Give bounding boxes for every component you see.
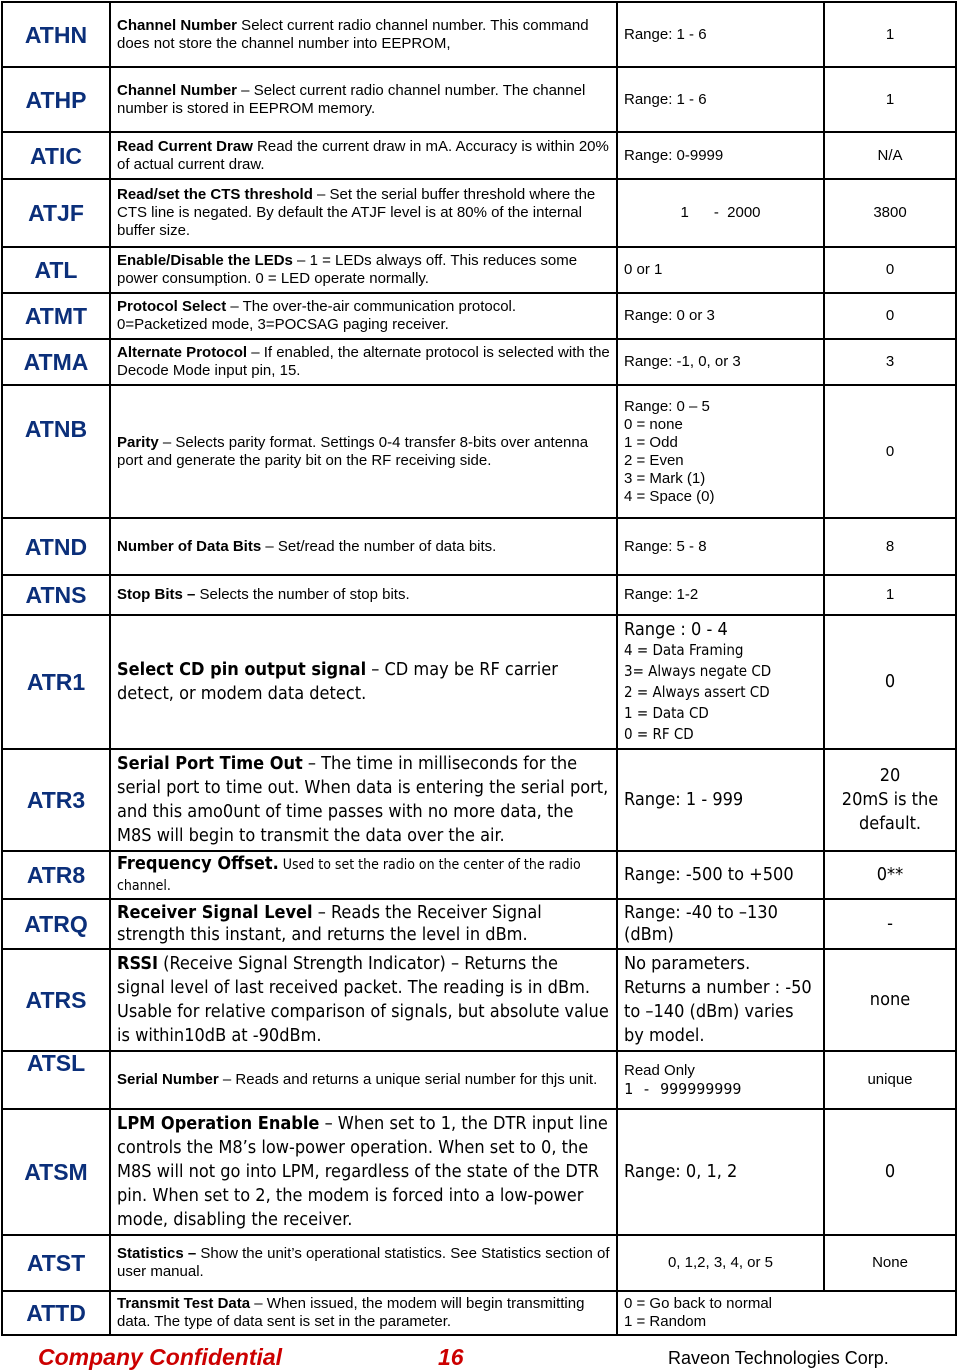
description-cell: Number of Data Bits – Set/read the number of data bits.: [110, 518, 617, 575]
description-cell: Read/set the CTS threshold – Set the serial buffer threshold where the CTS line is negated. By default the ATJF level is at 80% of the internal buffer size.: [110, 179, 617, 247]
table-row: [2, 1051, 956, 1109]
description-cell: Receiver Signal Level – Reads the Receiver Signal strength this instant, and returns the level in dBm.: [110, 899, 617, 949]
range-cell: Range: 1 - 6: [617, 67, 824, 132]
command-cell: ATJF: [2, 179, 110, 247]
table-row: [2, 899, 956, 949]
command-cell: ATSL: [2, 1051, 110, 1109]
range-cell: Range: 5 - 8: [617, 518, 824, 575]
description-cell: Transmit Test Data – When issued, the modem will begin transmitting data. The type of data sent is set in the parameter.: [110, 1291, 617, 1335]
table-row: [2, 949, 956, 1051]
command-cell: ATNB: [2, 385, 110, 518]
range-cell: Range: -1, 0, or 3: [617, 339, 824, 385]
description-cell: Channel Number – Select current radio channel number. The channel number is stored in EEPROM memory.: [110, 67, 617, 132]
command-cell: ATR8: [2, 851, 110, 899]
description-cell: LPM Operation Enable – When set to 1, the DTR input line controls the M8’s low-power operation. When set to 0, the M8S will not go into LPM, regardless of the state of the DTR pin. When set to 2, the modem is forced into a low-power mode, disabling the receiver.: [110, 1109, 617, 1235]
default-cell: none: [824, 949, 956, 1051]
table-row: [2, 2, 956, 67]
command-cell: ATSM: [2, 1109, 110, 1235]
default-cell: 8: [824, 518, 956, 575]
range-cell: Range : 0 - 4 4 = Data Framing 3= Always negate CD 2 = Always assert CD 1 = Data CD 0 = RF CD: [617, 615, 824, 749]
range-cell: No parameters. Returns a number : -50 to –140 (dBm) varies by model.: [617, 949, 824, 1051]
table-row: [2, 749, 956, 851]
default-cell: 0: [824, 247, 956, 293]
default-cell: 0: [824, 615, 956, 749]
command-cell: ATL: [2, 247, 110, 293]
description-cell: Enable/Disable the LEDs – 1 = LEDs always off. This reduces some power consumption. 0 = LED operate normally.: [110, 247, 617, 293]
table-row: [2, 293, 956, 339]
command-cell: ATMT: [2, 293, 110, 339]
command-cell: ATHN: [2, 2, 110, 67]
command-table: [1, 1, 957, 1336]
description-cell: Serial Port Time Out – The time in milliseconds for the serial port to time out. When data is entering the serial port, and this amo0unt of time passes with no more data, the M8S will begin to transmit the data over the air.: [110, 749, 617, 851]
description-cell: Statistics – Show the unit’s operational statistics. See Statistics section of user manual.: [110, 1235, 617, 1291]
table-row: [2, 339, 956, 385]
range-cell: Range: -500 to +500: [617, 851, 824, 899]
table-row: [2, 1291, 956, 1335]
default-cell: -: [824, 899, 956, 949]
confidential-label: Company Confidential: [38, 1344, 283, 1370]
table-row: [2, 1109, 956, 1235]
range-cell: 0 or 1: [617, 247, 824, 293]
default-cell: None: [824, 1235, 956, 1291]
description-cell: RSSI (Receive Signal Strength Indicator) – Returns the signal level of last received packet. The reading is in dBm. Usable for relative comparison of signals, but absolute value is within10dB at -90dBm.: [110, 949, 617, 1051]
table-row: [2, 247, 956, 293]
page-footer: [0, 1340, 958, 1371]
range-cell: Range: -40 to –130 (dBm): [617, 899, 824, 949]
description-cell: Channel Number Select current radio channel number. This command does not store the channel number into EEPROM,: [110, 2, 617, 67]
default-cell: [824, 1291, 956, 1335]
table-row: [2, 851, 956, 899]
description-cell: Parity – Selects parity format. Settings 0-4 transfer 8-bits over antenna port and generate the parity bit on the RF receiving side.: [110, 385, 617, 518]
description-cell: Serial Number – Reads and returns a unique serial number for thjs unit.: [110, 1051, 617, 1109]
command-cell: ATR3: [2, 749, 110, 851]
page-number: 16: [438, 1344, 464, 1370]
range-cell: Range: 1 - 999: [617, 749, 824, 851]
description-cell: Alternate Protocol – If enabled, the alternate protocol is selected with the Decode Mode input pin, 15.: [110, 339, 617, 385]
description-cell: Frequency Offset. Used to set the radio on the center of the radio channel.: [110, 851, 617, 899]
range-cell: 0, 1,2, 3, 4, or 5: [617, 1235, 824, 1291]
default-cell: 3: [824, 339, 956, 385]
table-row: [2, 385, 956, 518]
table-row: [2, 132, 956, 179]
description-cell: Read Current Draw Read the current draw in mA. Accuracy is within 20% of actual current draw.: [110, 132, 617, 179]
table-row: [2, 1235, 956, 1291]
table-row: [2, 67, 956, 132]
table-row: [2, 575, 956, 615]
command-cell: ATND: [2, 518, 110, 575]
default-cell: 0: [824, 1109, 956, 1235]
description-cell: Select CD pin output signal – CD may be RF carrier detect, or modem data detect.: [110, 615, 617, 749]
command-cell: ATIC: [2, 132, 110, 179]
command-cell: ATRS: [2, 949, 110, 1051]
command-cell: ATTD: [2, 1291, 110, 1335]
table-row: [2, 518, 956, 575]
company-name: Raveon Technologies Corp.: [668, 1348, 889, 1368]
range-cell: Range: 0, 1, 2: [617, 1109, 824, 1235]
range-cell: Range: 1 - 6: [617, 2, 824, 67]
description-cell: Stop Bits – Selects the number of stop bits.: [110, 575, 617, 615]
default-cell: 1: [824, 2, 956, 67]
default-cell: 0**: [824, 851, 956, 899]
table-row: [2, 179, 956, 247]
range-cell: 0 = Go back to normal 1 = Random: [617, 1291, 824, 1335]
table-row: [2, 615, 956, 749]
range-cell: Range: 0 – 5 0 = none 1 = Odd 2 = Even 3 = Mark (1) 4 = Space (0): [617, 385, 824, 518]
command-cell: ATST: [2, 1235, 110, 1291]
description-cell: Protocol Select – The over-the-air communication protocol. 0=Packetized mode, 3=POCSAG paging receiver.: [110, 293, 617, 339]
default-cell: 0: [824, 385, 956, 518]
command-cell: ATNS: [2, 575, 110, 615]
default-cell: 0: [824, 293, 956, 339]
default-cell: unique: [824, 1051, 956, 1109]
default-cell: N/A: [824, 132, 956, 179]
default-cell: 20 20mS is the default.: [824, 749, 956, 851]
range-cell: Read Only 1 - 999999999: [617, 1051, 824, 1109]
default-cell: 3800: [824, 179, 956, 247]
range-cell: Range: 0 or 3: [617, 293, 824, 339]
command-cell: ATR1: [2, 615, 110, 749]
command-cell: ATHP: [2, 67, 110, 132]
range-cell: 1 - 2000: [617, 179, 824, 247]
default-cell: 1: [824, 67, 956, 132]
command-cell: ATMA: [2, 339, 110, 385]
range-cell: Range: 1-2: [617, 575, 824, 615]
default-cell: 1: [824, 575, 956, 615]
command-cell: ATRQ: [2, 899, 110, 949]
range-cell: Range: 0-9999: [617, 132, 824, 179]
